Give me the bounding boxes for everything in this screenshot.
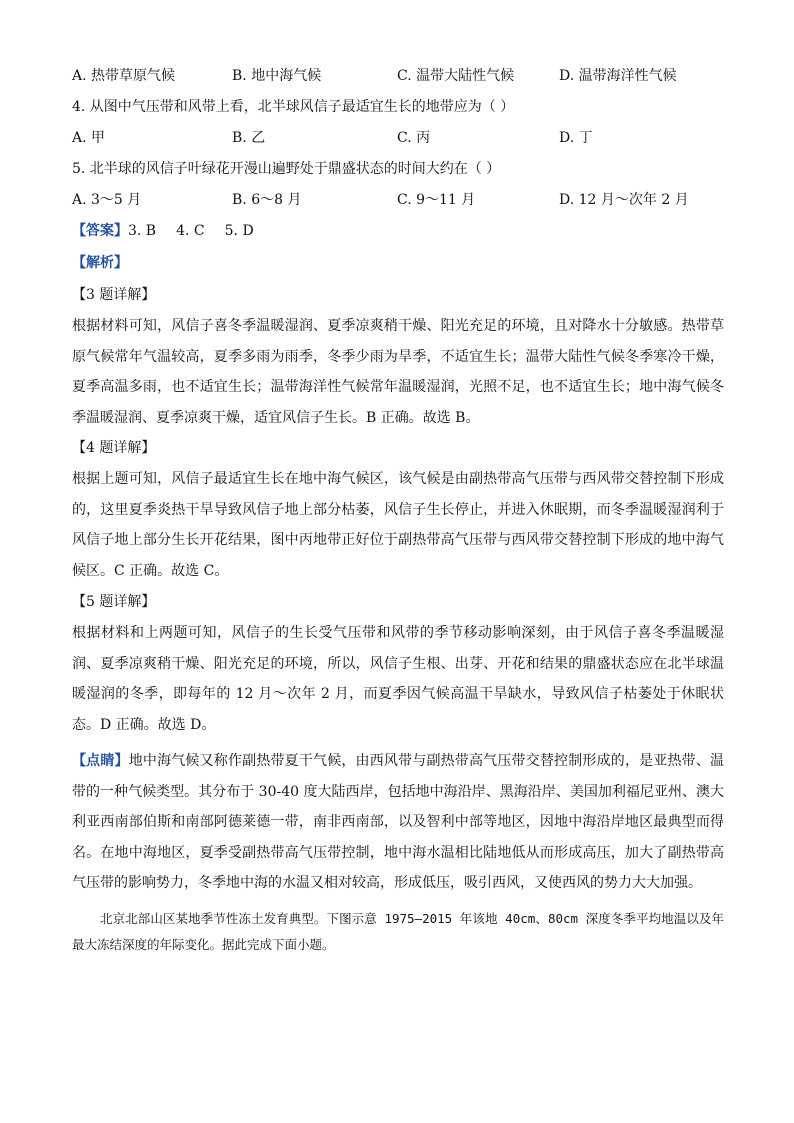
answer-tag: 【答案】 bbox=[72, 223, 128, 239]
answer-item-5: 5. D bbox=[224, 223, 254, 239]
answer-line bbox=[72, 220, 274, 242]
q4-option-a: A. 甲 bbox=[72, 130, 106, 146]
detail3-title: 【3 题详解】 bbox=[72, 287, 156, 303]
q4-option-c: C. 丙 bbox=[397, 130, 431, 146]
q5-option-a: A. 3～5 月 bbox=[72, 192, 142, 208]
q4-option-d: D. 丁 bbox=[559, 130, 593, 146]
q4-option-b: B. 乙 bbox=[232, 130, 266, 146]
comment-tag: 【点睛】 bbox=[72, 753, 129, 769]
detail5-title: 【5 题详解】 bbox=[72, 594, 156, 610]
detail3-text: 根据材料可知，风信子喜冬季温暖湿润、夏季凉爽稍干燥、阳光充足的环境，且对降水十分敏感。热带草原气候常年气温较高，夏季多雨为雨季，冬季少雨为旱季，不适宜生长；温带大陆性气候冬季寒冷干燥，夏季高温多雨，也不适宜生长；温带海洋性气候常年温暖湿润，光照不足，也不适宜生长；地中海气候冬季温暖湿润、夏季凉爽干燥，适宜风信子生长。B 正确。故选 B。 bbox=[72, 318, 724, 426]
q3-option-c: C. 温带大陆性气候 bbox=[397, 68, 515, 84]
q5-option-d: D. 12 月～次年 2 月 bbox=[559, 192, 689, 208]
answer-item-4: 4. C bbox=[176, 223, 205, 239]
detail5-text: 根据材料和上两题可知，风信子的生长受气压带和风带的季节移动影响深刻，由于风信子喜冬季温暖湿润、夏季凉爽稍干燥、阳光充足的环境，所以，风信子生根、出芽、开花和结果的鼎盛状态应在北半球温暖湿润的冬季，即每年的 12 月～次年 2 月，而夏季因气候高温干旱缺水，导致风信子枯萎处于休眠状态。D 正确。故选 D。 bbox=[72, 625, 724, 733]
q5-options bbox=[72, 189, 732, 211]
analysis-tag: 【解析】 bbox=[72, 255, 128, 271]
q3-options bbox=[72, 65, 732, 87]
q3-option-b: B. 地中海气候 bbox=[232, 68, 322, 84]
comment-block bbox=[72, 746, 724, 899]
answer-item-3: 3. B bbox=[128, 223, 157, 239]
q3-option-a: A. 热带草原气候 bbox=[72, 68, 176, 84]
q4-options bbox=[72, 127, 732, 149]
q5-stem: 5. 北半球的风信子叶绿花开漫山遍野处于鼎盛状态的时间大约在（ ） bbox=[72, 161, 501, 177]
q3-option-d: D. 温带海洋性气候 bbox=[559, 68, 677, 84]
q5-option-b: B. 6～8 月 bbox=[232, 192, 302, 208]
next-question-intro: 北京北部山区某地季节性冻土发育典型。下图示意 1975—2015 年该地 40cm、80cm 深度冬季平均地温以及年最大冻结深度的年际变化。据此完成下面小题。 bbox=[72, 911, 724, 952]
q4-stem: 4. 从图中气压带和风带上看，北半球风信子最适宜生长的地带应为（ ） bbox=[72, 99, 515, 115]
detail4-text: 根据上题可知，风信子最适宜生长在地中海气候区，该气候是由副热带高气压带与西风带交替控制下形成的，这里夏季炎热干旱导致风信子地上部分枯萎，风信子生长停止，并进入休眠期，而冬季温暖湿润利于风信子地上部分生长开花结果，图中丙地带正好位于副热带高气压带与西风带交替控制下形成的地中海气候区。C 正确。故选 C。 bbox=[72, 471, 724, 579]
comment-text: 地中海气候又称作副热带夏干气候，由西风带与副热带高气压带交替控制形成的，是亚热带、温带的一种气候类型。其分布于 30-40 度大陆西岸，包括地中海沿岸、黑海沿岸、美国加利福尼亚州、澳大利亚西南部伯斯和南部阿德莱德一带，南非西南部，以及智利中部等地区，因地中海沿岸地区最典型而得名。在地中海地区，夏季受副热带高气压带控制，地中海水温相比陆地低从而形成高压，加大了副热带高气压带的影响势力，冬季地中海的水温又相对较高，形成低压，吸引西风，又使西风的势力大大加强。 bbox=[72, 753, 725, 891]
detail4-title: 【4 题详解】 bbox=[72, 440, 156, 456]
q5-option-c: C. 9～11 月 bbox=[397, 192, 476, 208]
